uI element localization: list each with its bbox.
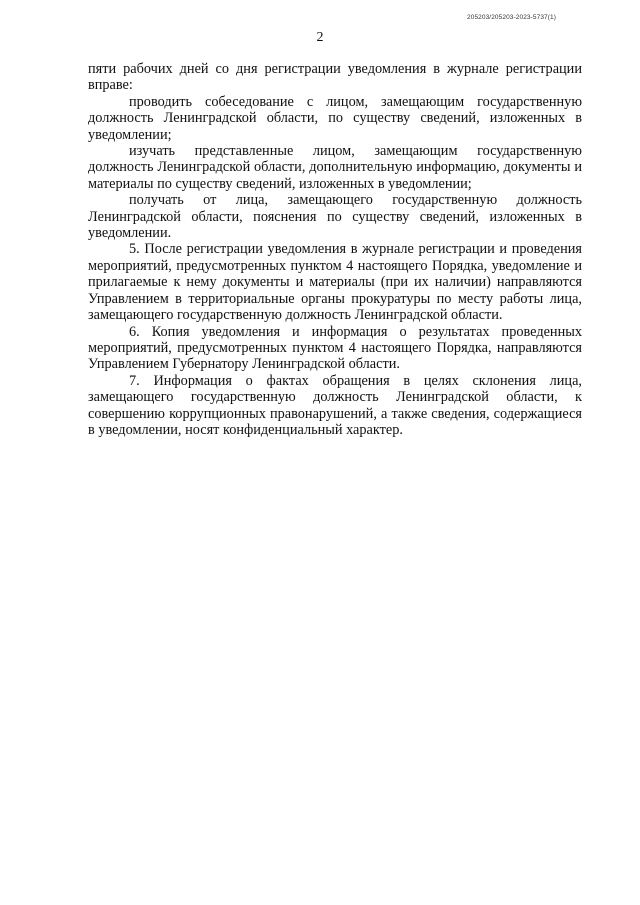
paragraph-item-6: 6. Копия уведомления и информация о результатах проведенных мероприятий, предусмотренных пунктом 4 настоящего Порядка, направляются Управлением Губернатору Ленинградской области. — [88, 323, 582, 373]
paragraph-item-7: 7. Информация о фактах обращения в целях склонения лица, замещающего государственную должность Ленинградской области, к совершению коррупционных правонарушений, а также сведения, содержащиеся в уведомлении, носят конфиденциальный характер. — [88, 372, 582, 438]
paragraph-continuation: пяти рабочих дней со дня регистрации уведомления в журнале регистрации вправе: — [88, 61, 582, 94]
document-id: 205203/205203-2023-5737(1) — [467, 14, 556, 21]
paragraph-interview: проводить собеседование с лицом, замещающим государственную должность Ленинградской области, по существу сведений, изложенных в уведомлении; — [88, 93, 582, 143]
paragraph-item-5: 5. После регистрации уведомления в журнале регистрации и проведения мероприятий, предусмотренных пунктом 4 настоящего Порядка, уведомление и прилагаемые к нему документы и материалы (при их наличии) направляются Управлением в территориальные органы прокуратуры по месту работы лица, замещающего государственную должность Ленинградской области. — [88, 241, 582, 324]
paragraph-study-materials: изучать представленные лицом, замещающим государственную должность Ленинградской области, дополнительную информацию, документы и материалы по существу сведений, изложенных в уведомлении; — [88, 143, 582, 192]
paragraph-explanations: получать от лица, замещающего государственную должность Ленинградской области, пояснения по существу сведений, изложенных в уведомлении. — [88, 192, 582, 242]
document-body — [88, 61, 582, 438]
page-number: 2 — [316, 30, 324, 45]
